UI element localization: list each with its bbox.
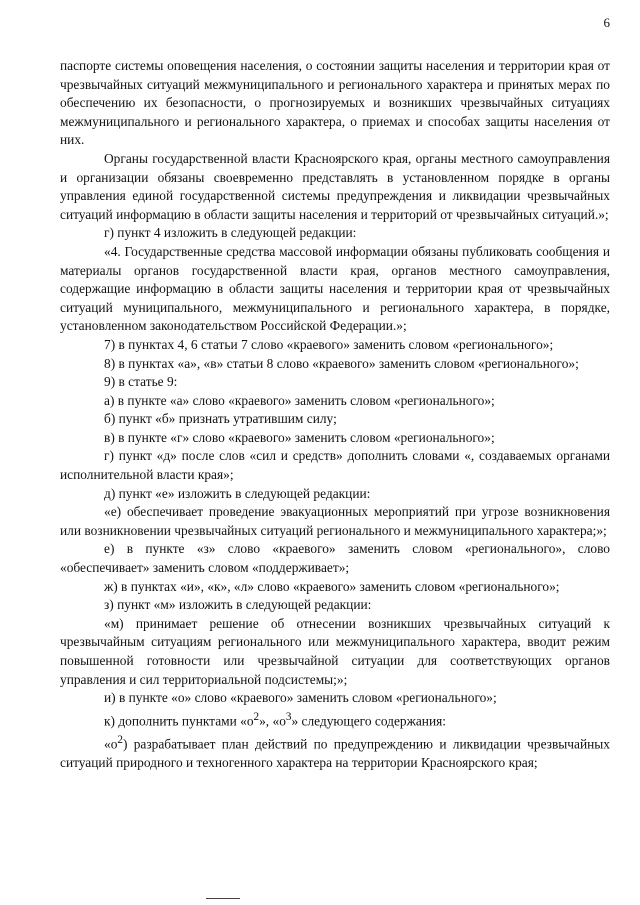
item-g-header: г) пункт 4 изложить в следующей редакции:: [104, 225, 357, 241]
item-9-header: 9) в статье 9:: [104, 374, 178, 390]
item-9-a: а) в пункте «а» слово «краевого» заменить словом «регионального»;: [104, 392, 495, 408]
paragraph-continuation: паспорте системы оповещения населения, о состоянии защиты населения и территории края от чрезвычайных ситуаций межмуниципального и регионального характера и принятых мерах по обеспечению их безопасности, о прогнозируемых и возникших чрезвычайных ситуациях межмуниципального и регионального характера, о приемах и способах защиты населения от них.: [60, 58, 610, 148]
item-9-k-after: » следующего содержания:: [291, 713, 446, 729]
item-9-zh: ж) в пунктах «и», «к», «л» слово «краевого» заменить словом «регионального»;: [104, 578, 560, 594]
item-9-v: в) в пункте «г» слово «краевого» заменить словом «регионального»;: [104, 429, 495, 445]
item-o2-after: ) разрабатывает план действий по предупреждению и ликвидации чрезвычайных ситуаций природного и техногенного характера на территории Красноярского края;: [60, 736, 610, 770]
item-9-g: г) пункт «д» после слов «сил и средств» дополнить словами «, создаваемых органами исполнительной власти края»;: [60, 448, 610, 483]
item-9-k-sup-1: 2: [253, 710, 260, 723]
page-number: 6: [603, 15, 610, 30]
item-o2-sup: 2: [117, 733, 123, 746]
item-7: 7) в пунктах 4, 6 статьи 7 слово «краевого» заменить словом «регионального»;: [104, 336, 554, 352]
item-o2-text: [60, 731, 610, 773]
item-4-text: «4. Государственные средства массовой информации обязаны публиковать сообщения и материалы органов государственной власти края, органов местного самоуправления, содержащие информацию в области защиты населения и территории края от чрезвычайных ситуаций муниципального, межмуниципального и регионального характера, в порядке, установленном законодательством Российской Федерации.»;: [60, 243, 610, 334]
item-9-z: з) пункт «м» изложить в следующей редакции:: [104, 597, 372, 613]
item-9-k-before: к) дополнить пунктами «о: [104, 713, 254, 729]
footer-mark: [206, 898, 240, 899]
item-9-b: б) пункт «б» признать утратившим силу;: [104, 411, 337, 427]
item-8: 8) в пунктах «а», «в» статьи 8 слово «краевого» заменить словом «регионального»;: [104, 355, 579, 371]
item-9-d: д) пункт «е» изложить в следующей редакции:: [104, 485, 371, 501]
item-9-d-text: «е) обеспечивает проведение эвакуационных мероприятий при угрозе возникновения или возникновении чрезвычайных ситуаций регионального и межмуниципального характера;»;: [60, 504, 610, 538]
item-9-z-text: «м) принимает решение об отнесении возникших чрезвычайных ситуаций к чрезвычайным ситуациям регионального или межмуниципального характера, вводит режим повышенной готовности или чрезвычайной ситуации для соответствующих органов управления и сил территориальной подсистемы;»;: [60, 615, 610, 687]
document-body: [60, 57, 610, 773]
item-9-k: [60, 708, 610, 731]
item-9-k-middle: », «о: [259, 713, 286, 729]
item-o2-before: «о: [104, 736, 118, 752]
item-9-k-sup-2: 3: [285, 710, 292, 723]
item-9-e: е) в пункте «з» слово «краевого» заменить словом «регионального», слово «обеспечивает» заменить словом «поддерживает»;: [60, 541, 610, 576]
item-9-i: и) в пункте «о» слово «краевого» заменить словом «регионального»;: [104, 690, 497, 706]
paragraph-authorities: Органы государственной власти Красноярского края, органы местного самоуправления и организации обязаны своевременно представлять в установленном порядке в органы управления единой государственной системы предупреждения и ликвидации чрезвычайных ситуаций информацию в области защиты населения и территорий от чрезвычайных ситуаций.»;: [60, 150, 610, 222]
